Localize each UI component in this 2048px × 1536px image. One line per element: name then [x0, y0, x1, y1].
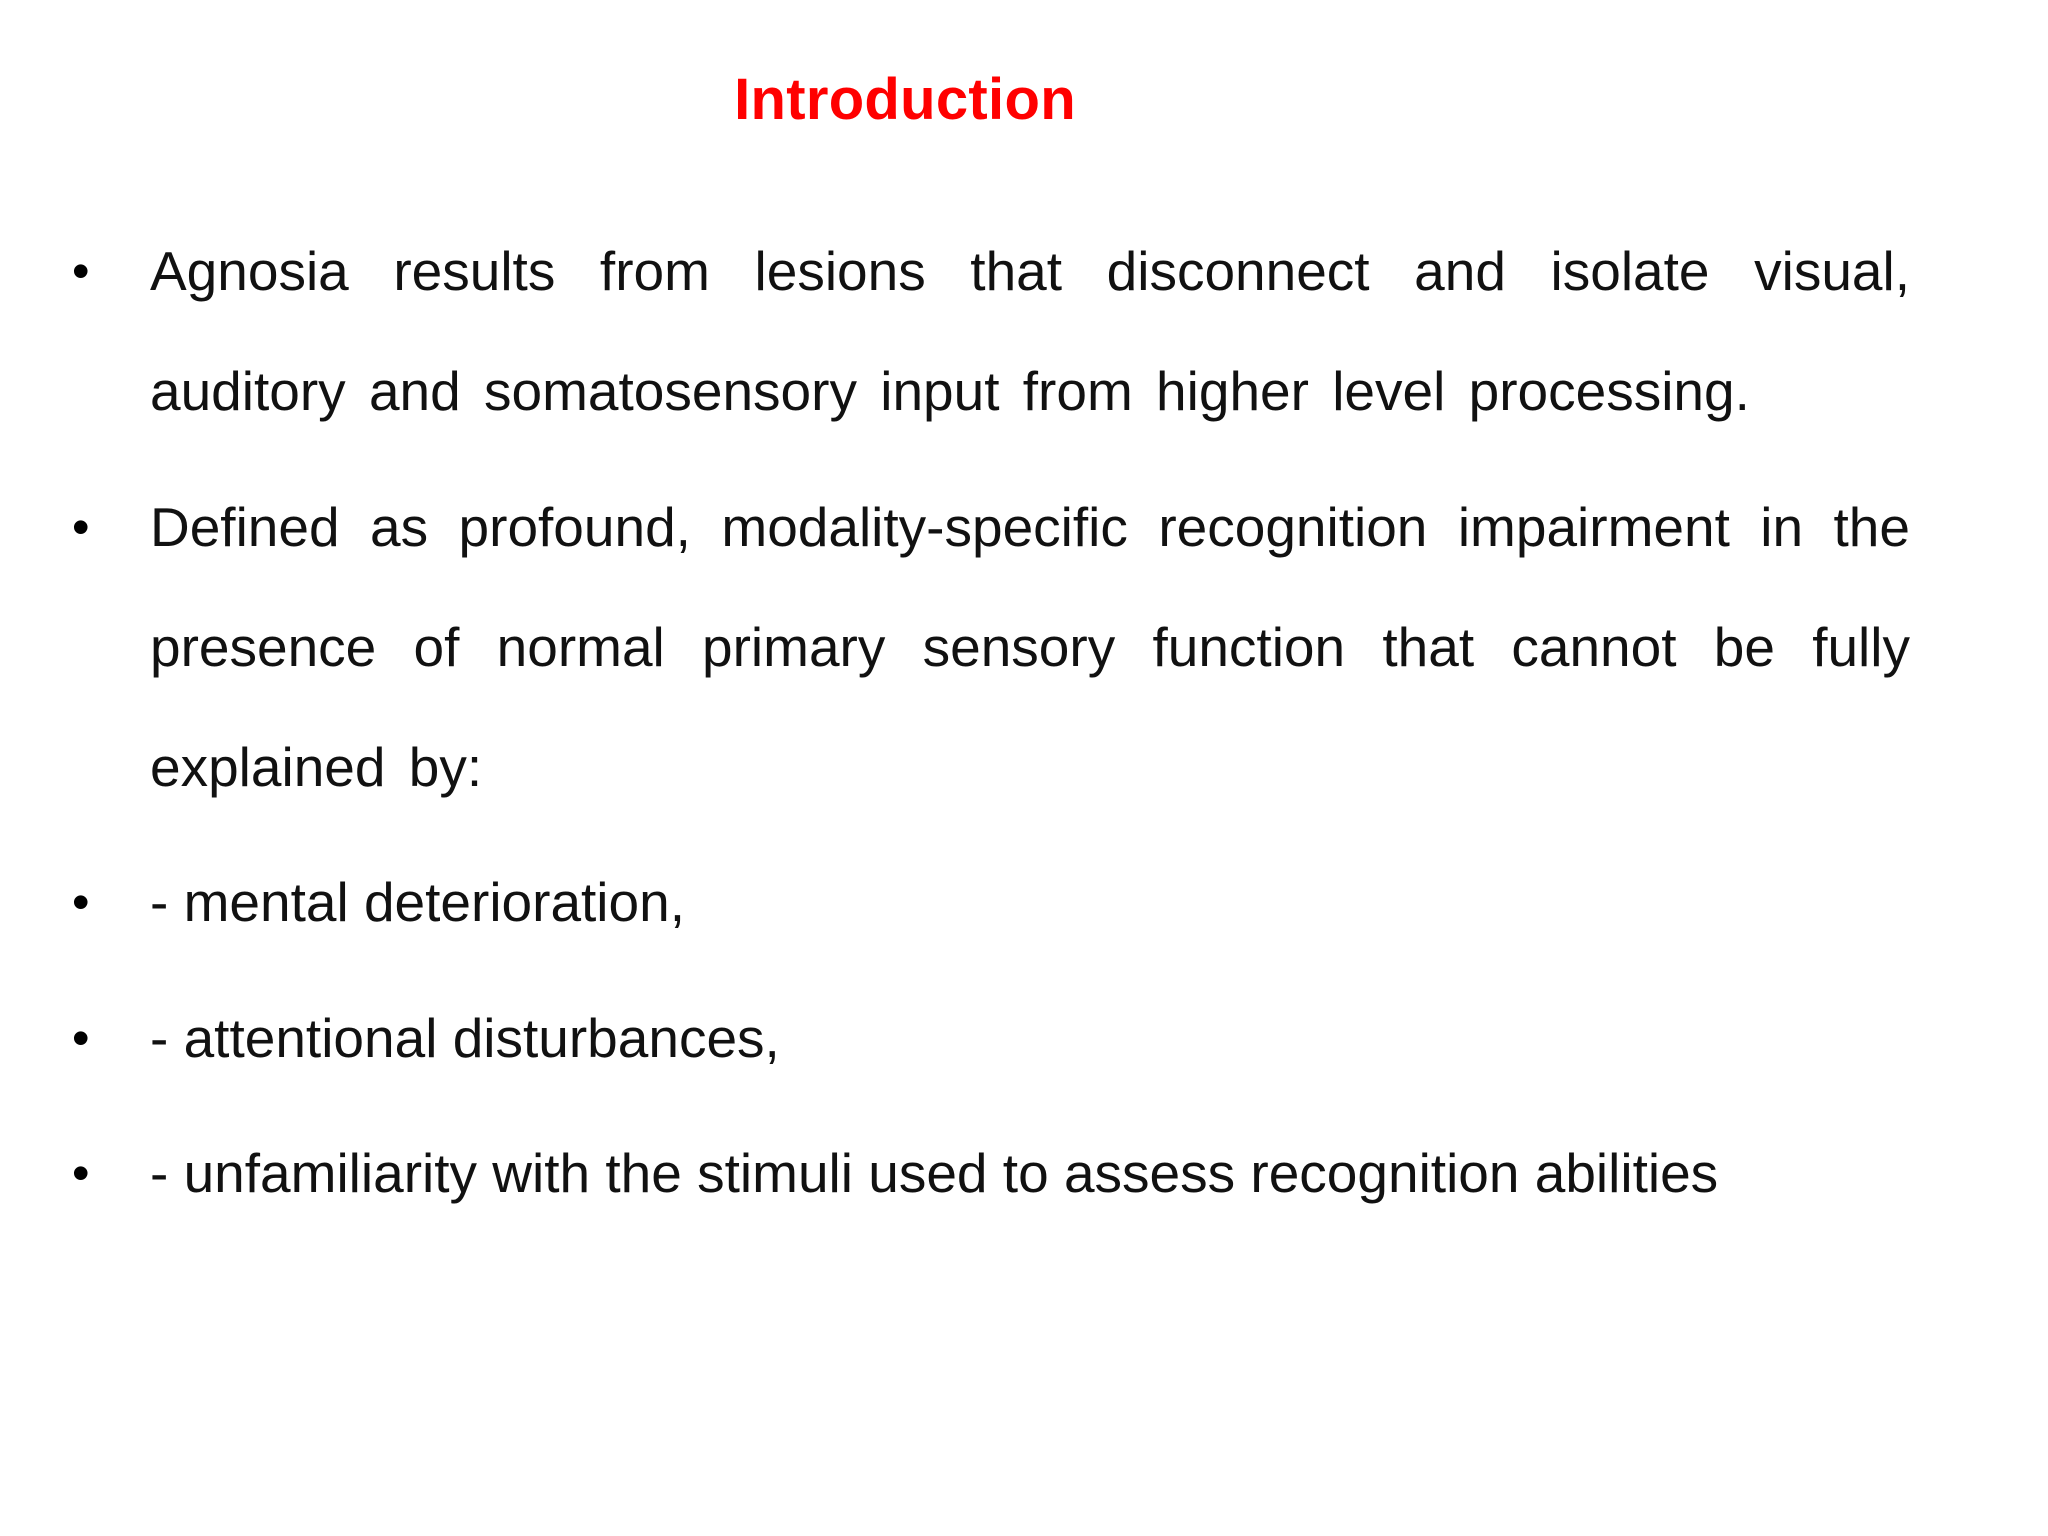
bullet-icon: • [72, 499, 90, 555]
bullet-text: - mental deterioration, [150, 871, 685, 933]
bullet-text: Defined as profound, modality-specific recognition impairment in the presence of normal primary sensory function that cannot be fully explained by: [150, 496, 1910, 798]
bullet-icon: • [72, 1010, 90, 1066]
bullet-icon: • [72, 874, 90, 930]
slide-title: Introduction [734, 67, 1076, 132]
bullet-text: Agnosia results from lesions that disconnect and isolate visual, auditory and somatosensory input from higher level processing. [150, 240, 1910, 422]
bullet-icon: • [72, 243, 90, 299]
bullet-text: - attentional disturbances, [150, 1007, 780, 1069]
bullet-text: - unfamiliarity with the stimuli used to assess recognition abilities [150, 1142, 1719, 1204]
bullet-icon: • [72, 1145, 90, 1201]
